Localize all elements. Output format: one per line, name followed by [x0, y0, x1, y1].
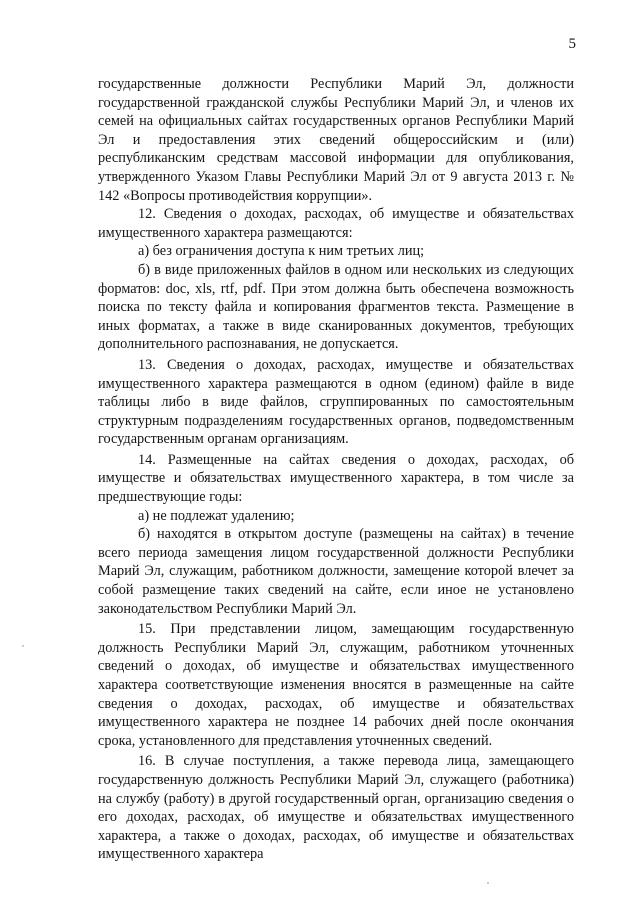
paragraph-14b: б) находятся в открытом доступе (размещены на сайтах) в течение всего периода замещения лицом государственной должности Республики Марий Эл, служащим, работником должности, замещение которой влечет за собой размещение таких сведений на сайте, если иное не установлено законодательством Республики Марий Эл. [98, 526, 574, 617]
paragraph-13: 13. Сведения о доходах, расходах, имуществе и обязательствах имущественного характера размещаются в одном (едином) файле в виде таблицы либо в виде файлов, сгруппированных по самостоятельным структурным подразделениям государственных органов, подведомственным государственным органам организациям. [98, 356, 574, 448]
scan-speck [22, 645, 24, 647]
paragraph-16: 16. В случае поступления, а также перевода лица, замещающего государственную должность Республики Марий Эл, служащего (работника) на службу (работу) в другой государственный орган, организацию сведения о его доходах, расходах, об имуществе и обязательствах имущественного характера, а также о доходах, расходах, об имуществе и обязательствах имущественного характера [98, 753, 574, 863]
paragraph-15: 15. При представлении лицом, замещающим государственную должность Республики Марий Эл, служащим, работником уточненных сведений о доходах, об имуществе и обязательствах имущественного характера соответствующие изменения вносятся в размещенные на сайте сведения о доходах, расходах, об имуществе и обязательствах имущественного характера не позднее 14 рабочих дней после окончания срока, установленного для представления уточненных сведений. [98, 621, 574, 749]
document-body [98, 75, 574, 864]
paragraph-14: 14. Размещенные на сайтах сведения о доходах, расходах, об имуществе и обязательствах имущественного характера, в том числе за предшествующие годы: [98, 451, 574, 506]
paragraph-continued: государственные должности Республики Марий Эл, должности государственной гражданской службы Республики Марий Эл, и членов их семей на официальных сайтах государственных органов Республики Марий Эл и предоставления этих сведений общероссийским и (или) республиканским средствам массовой информации для опубликования, утвержденного Указом Главы Республики Марий Эл от 9 августа 2013 г. № 142 «Вопросы противодействия коррупции». [98, 76, 574, 204]
paragraph-14a: а) не подлежат удалению; [138, 507, 295, 524]
paragraph-12a: а) без ограничения доступа к ним третьих лиц; [138, 243, 425, 260]
paragraph-12b: б) в виде приложенных файлов в одном или нескольких из следующих форматов: doc, xls, rtf, pdf. При этом должна быть обеспечена возможность поиска по тексту файла и копирования фрагментов текста. Размещение в иных форматах, а также в виде сканированных документов, требующих дополнительного распознавания, не допускается. [98, 261, 574, 353]
paragraph-12: 12. Сведения о доходах, расходах, об имуществе и обязательствах имущественного характера размещаются: [98, 206, 574, 241]
scan-speck [487, 882, 489, 884]
page-number: 5 [568, 36, 576, 52]
